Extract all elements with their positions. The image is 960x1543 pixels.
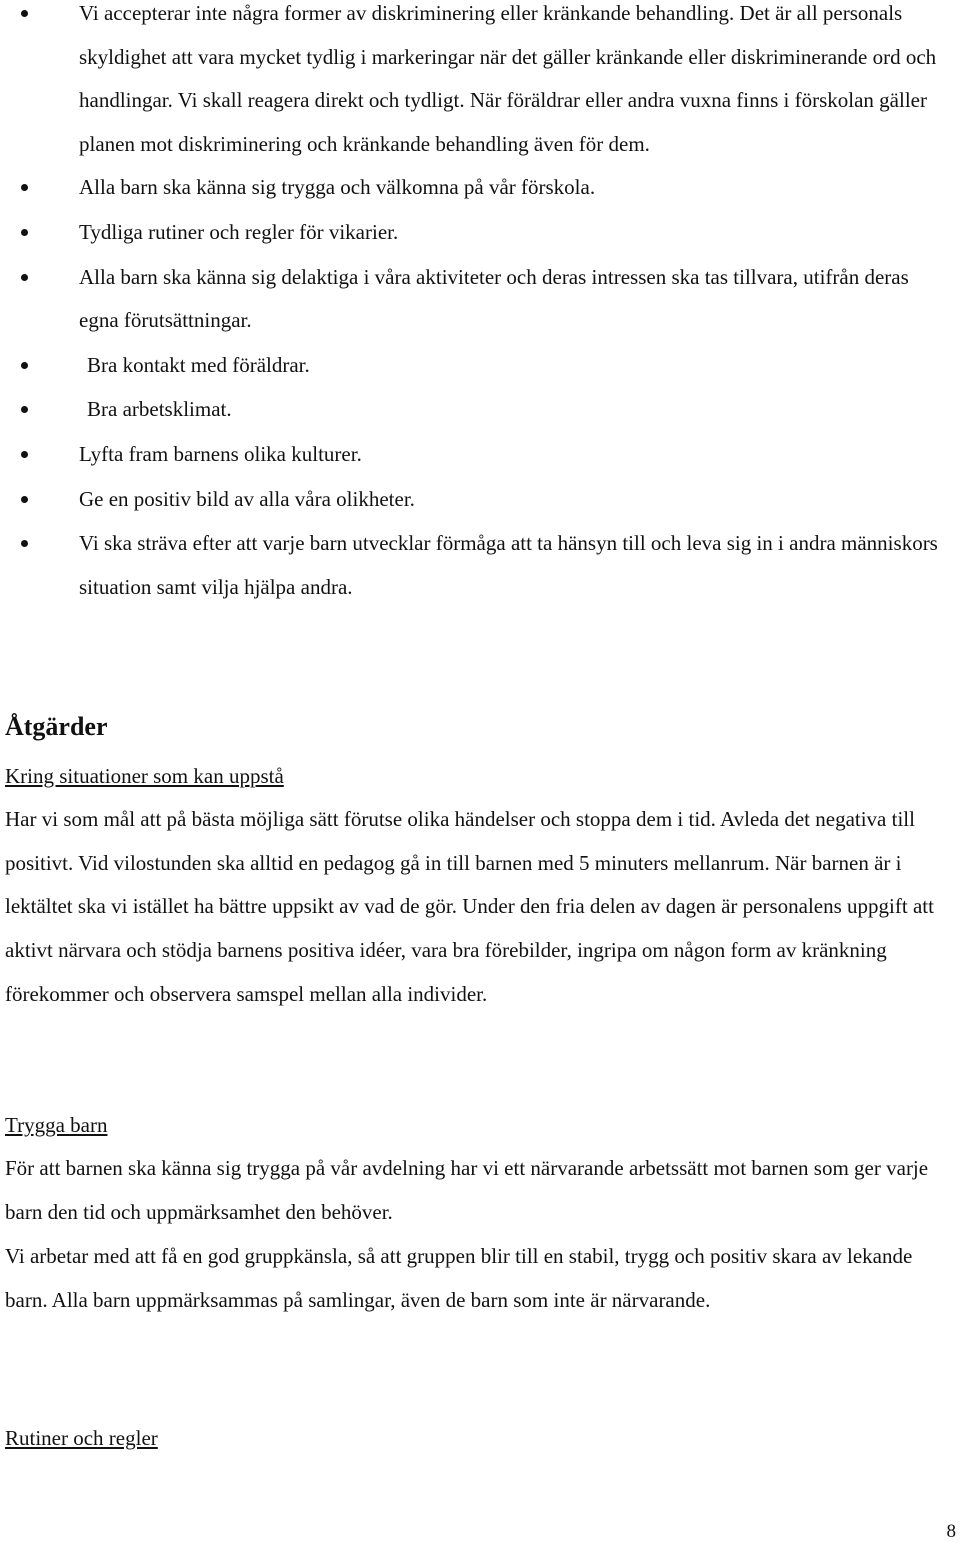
bullet-icon bbox=[21, 540, 28, 547]
bullet-icon bbox=[21, 184, 28, 191]
page-number: 8 bbox=[946, 1521, 956, 1542]
list-item bbox=[0, 388, 960, 432]
list-item bbox=[0, 522, 960, 609]
bullet-icon bbox=[21, 496, 28, 503]
bullet-icon bbox=[21, 362, 28, 369]
list-item bbox=[0, 256, 960, 343]
safe-children-paragraph-1: För att barnen ska känna sig trygga på vår avdelning har vi ett närvarande arbetssätt mot barnen som ger varje barn den tid och uppmärksamhet den behöver. bbox=[5, 1156, 929, 1224]
bullet-icon bbox=[21, 229, 28, 236]
situations-subheading: Kring situationer som kan uppstå bbox=[5, 764, 284, 788]
section-heading: Åtgärder bbox=[5, 712, 108, 741]
list-item bbox=[0, 433, 960, 477]
list-item bbox=[0, 211, 960, 255]
list-item-text: Alla barn ska känna sig delaktiga i våra aktiviteter och deras intressen ska tas tillvara, utifrån deras egna förutsättningar. bbox=[79, 264, 909, 333]
bullet-icon bbox=[21, 274, 28, 281]
list-item-text: Vi accepterar inte några former av diskriminering eller kränkande behandling. Det är all personals skyldighet att vara mycket tydlig i markeringar när det gäller kränkande eller diskriminerande ord och handlingar. Vi skall reagera direkt och tydligt. När föräldrar eller andra vuxna finns i förskolan gäller planen mot diskriminering och kränkande behandling även för dem. bbox=[79, 1, 937, 156]
list-item-text: Vi ska sträva efter att varje barn utvecklar förmåga att ta hänsyn till och leva sig in i andra människors situation samt vilja hjälpa andra. bbox=[79, 531, 938, 599]
situations-paragraph: Har vi som mål att på bästa möjliga sätt förutse olika händelser och stoppa dem i tid. Avleda det negativa till positivt. Vid vilostunden ska alltid en pedagog gå in till barnen med 5 minuters mellanrum. När barnen är i lektältet ska vi istället ha bättre uppsikt av vad de gör. Under den fria delen av dagen är personalens uppgift att aktivt närvara och stödja barnens positiva idéer, vara bra förebilder, ingripa om någon form av kränkning förekommer och observera samspel mellan alla individer. bbox=[5, 807, 934, 1006]
bullet-list bbox=[0, 0, 960, 609]
bullet-icon bbox=[21, 406, 28, 413]
safe-children-paragraph-2: Vi arbetar med att få en god gruppkänsla, så att gruppen blir till en stabil, trygg och positiv skara av lekande barn. Alla barn uppmärksammas på samlingar, även de barn som inte är närvarande. bbox=[5, 1244, 913, 1312]
bullet-icon bbox=[21, 10, 28, 17]
bullet-icon bbox=[21, 451, 28, 458]
list-item-text: Ge en positiv bild av alla våra olikheter. bbox=[79, 486, 415, 511]
list-item bbox=[0, 166, 960, 210]
list-item bbox=[0, 344, 960, 388]
list-item-text: Bra kontakt med föräldrar. bbox=[87, 352, 310, 377]
safe-children-subheading: Trygga barn bbox=[5, 1113, 108, 1137]
routines-subheading: Rutiner och regler bbox=[5, 1426, 158, 1450]
list-item-text: Lyfta fram barnens olika kulturer. bbox=[79, 441, 362, 466]
list-item bbox=[0, 478, 960, 522]
list-item-text: Alla barn ska känna sig trygga och välkomna på vår förskola. bbox=[79, 175, 596, 200]
list-item-text: Tydliga rutiner och regler för vikarier. bbox=[79, 219, 399, 244]
list-item bbox=[0, 0, 960, 166]
list-item-text: Bra arbetsklimat. bbox=[87, 397, 232, 422]
